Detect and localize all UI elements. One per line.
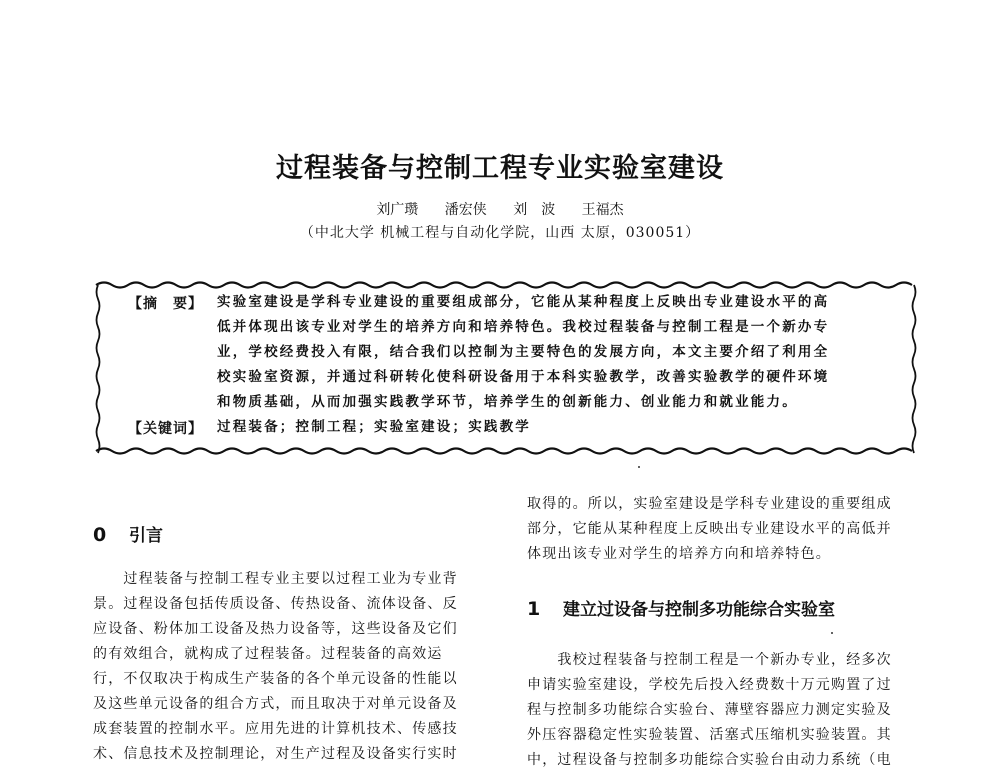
body-line: 的有效组合，就构成了过程装备。过程装备的高效运 — [93, 646, 443, 662]
body-line: 部分，它能从某种程度上反映出专业建设水平的高低并 — [527, 521, 892, 537]
body-line: 景。过程设备包括传质设备、传热设备、流体设备、反 — [93, 596, 458, 612]
paper-title: 过程装备与控制工程专业实验室建设 — [276, 153, 724, 184]
body-line: 应设备、粉体加工设备及热力设备等，这些设备及它们 — [93, 621, 458, 637]
keywords-label: 【关键词】 — [128, 421, 203, 437]
section-number: 1 — [527, 598, 541, 620]
body-line: 申请实验室建设，学校先后投入经费数十万元购置了过 — [527, 677, 892, 693]
author-name: 王福杰 — [581, 202, 624, 218]
section-title: 引言 — [129, 526, 163, 546]
abstract-line: 校实验室资源，并通过科研转化使科研设备用于本科实验教学，改善实验教学的硬件环境 — [217, 369, 830, 385]
body-line: 体现出该专业对学生的培养方向和培养特色。 — [527, 546, 831, 562]
body-line: 中，过程设备与控制多功能综合实验台由动力系统（电 — [527, 752, 892, 768]
abstract-box — [94, 279, 918, 455]
abstract-line: 业，学校经费投入有限，结合我们以控制为主要特色的发展方向，本文主要介绍了利用全 — [217, 344, 830, 360]
body-line: 取得的。所以，实验室建设是学科专业建设的重要组成 — [527, 496, 892, 512]
author-name: 刘 波 — [513, 202, 556, 218]
body-line: 行，不仅取决于构成生产装备的各个单元设备的性能以 — [93, 671, 458, 687]
body-line: 成套装置的控制水平。应用先进的计算机技术、传感技 — [93, 721, 458, 737]
scan-speck — [638, 466, 640, 468]
keywords-text: 过程装备；控制工程；实验室建设；实践教学 — [217, 419, 531, 435]
scan-speck — [831, 632, 833, 634]
abstract-label: 【摘 要】 — [128, 296, 203, 312]
section-number: 0 — [93, 524, 107, 546]
section-title: 建立过设备与控制多功能综合实验室 — [563, 600, 835, 620]
section-heading-1 — [527, 595, 835, 620]
author-list — [0, 199, 1000, 219]
section-heading-0 — [93, 521, 163, 546]
body-line: 我校过程装备与控制工程是一个新办专业，经多次 — [527, 652, 892, 668]
abstract-line: 和物质基础，从而加强实践教学环节，培养学生的创新能力、创业能力和就业能力。 — [217, 394, 798, 410]
author-name: 潘宏侠 — [444, 202, 487, 218]
body-line: 及这些单元设备的组合方式，而且取决于对单元设备及 — [93, 696, 458, 712]
body-line: 外压容器稳定性实验装置、活塞式压缩机实验装置。其 — [527, 727, 892, 743]
abstract-line: 低并体现出该专业对学生的培养方向和培养特色。我校过程装备与控制工程是一个新办专 — [217, 319, 830, 335]
body-line: 程与控制多功能综合实验台、薄壁容器应力测定实验及 — [527, 702, 892, 718]
body-line: 术、信息技术及控制理论，对生产过程及设备实行实时 — [93, 746, 458, 762]
abstract-line: 实验室建设是学科专业建设的重要组成部分，它能从某种程度上反映出专业建设水平的高 — [217, 294, 830, 310]
body-line: 过程装备与控制工程专业主要以过程工业为专业背 — [93, 571, 458, 587]
affiliation: （中北大学 机械工程与自动化学院，山西 太原，030051） — [299, 225, 701, 241]
author-name: 刘广瓒 — [376, 202, 419, 218]
